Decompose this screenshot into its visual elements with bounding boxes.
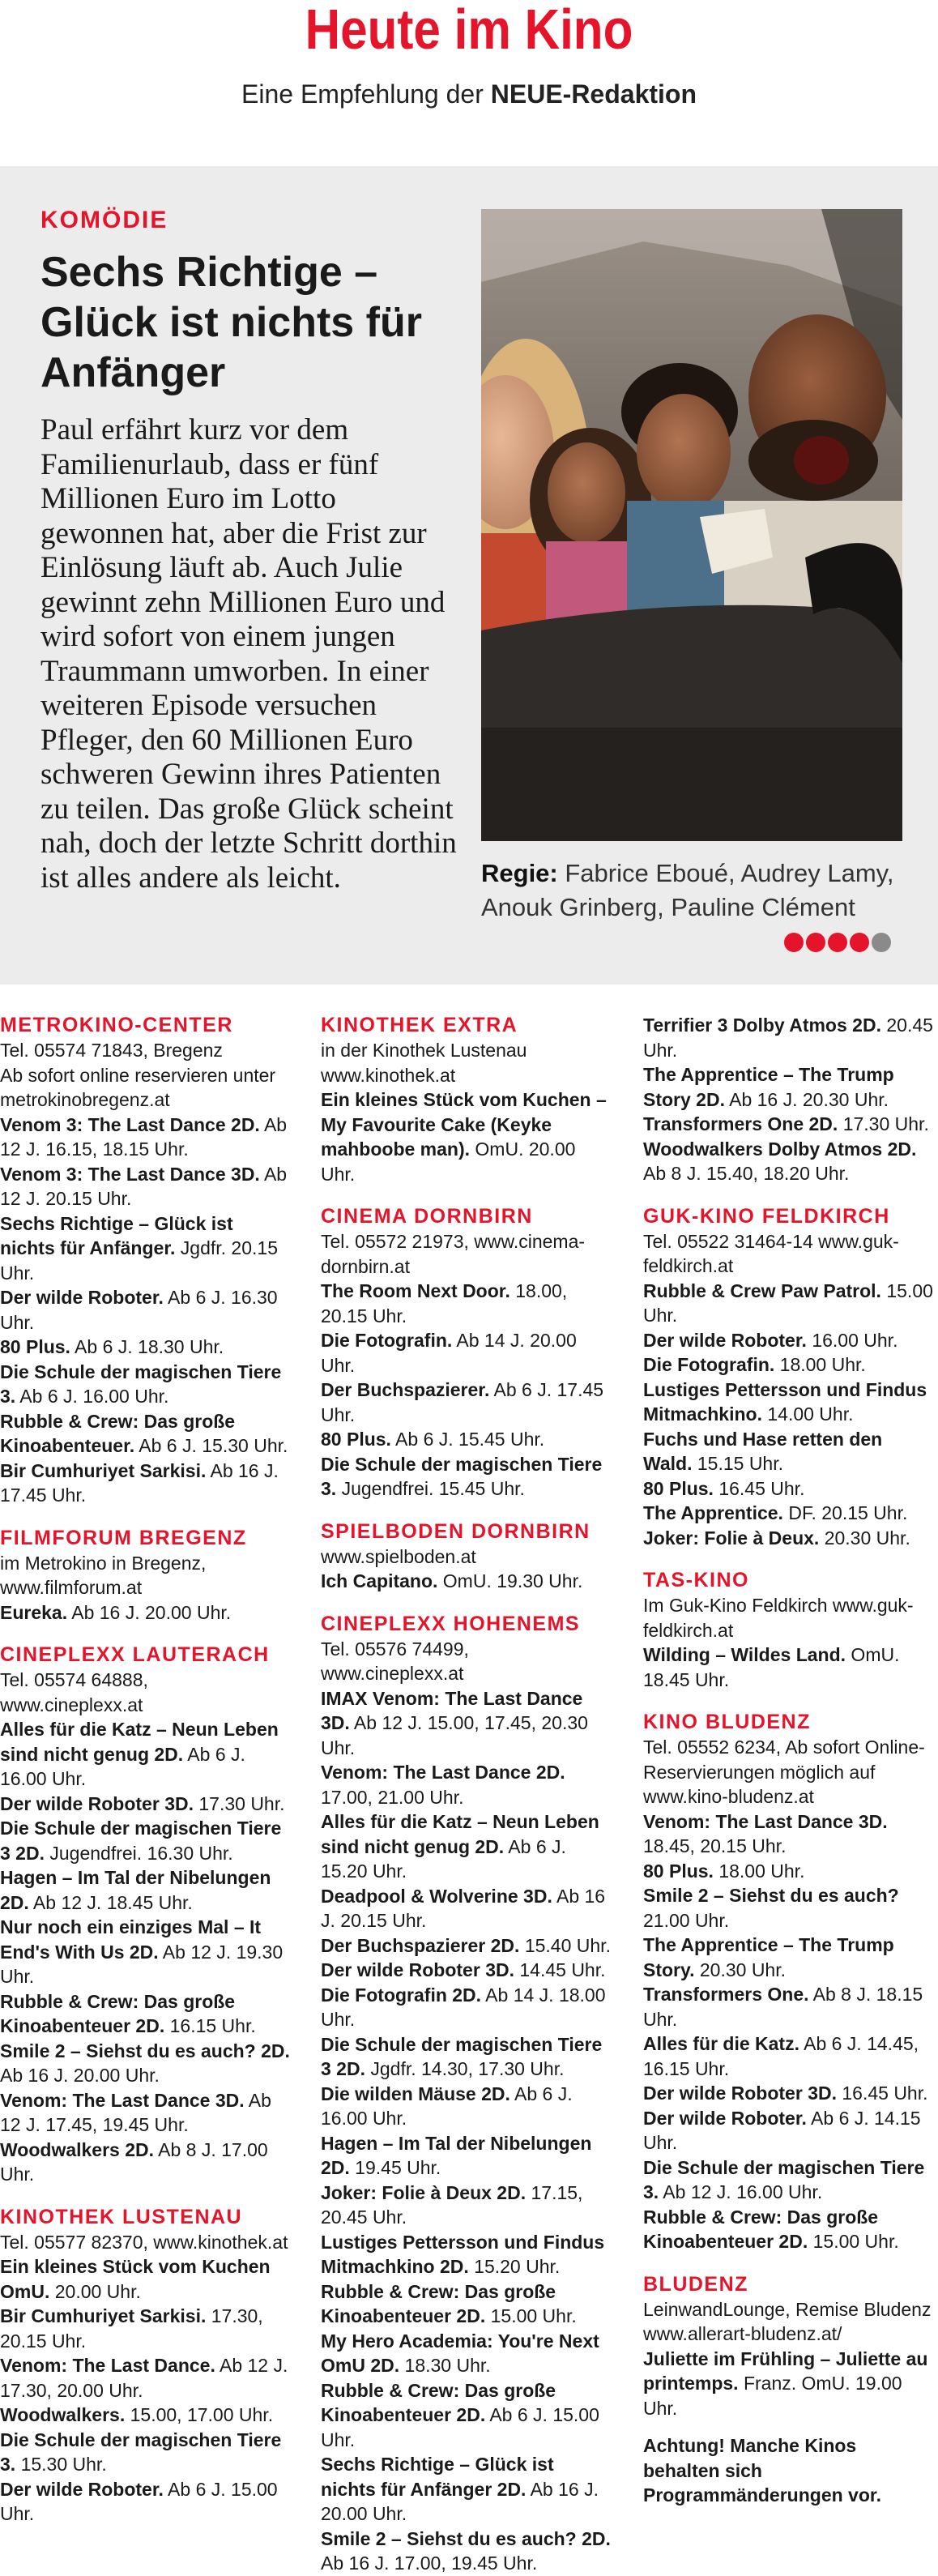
movie-still-photo [481,209,902,841]
listing-line [0,1360,292,1409]
listing-detail: www.spielboden.at [321,1545,476,1567]
listing-line [0,2353,292,2403]
film-title: IMAX Venom: The Last Dance 3D. [321,1687,583,1733]
listing-line [321,2527,612,2576]
film-title: Die Schule der magischen Tiere 3 2D. [321,2033,603,2079]
film-title: Rubble & Crew: Das große Kinoabenteuer 2D. [321,2280,556,2326]
listing-detail: Ab 12 J. 17.45, 19.45 Uhr. [0,2089,271,2135]
listing-line [0,1989,292,2039]
listing-column-1 [0,1013,292,2527]
listing-line [643,1526,935,1551]
cinema-name: METROKINO-CENTER [0,1014,233,1036]
listing-detail: 15.30 Uhr. [15,2454,107,2475]
listing-detail: Ab 16 J. 20.00 Uhr. [321,2478,599,2524]
cinema-name: TAS-KINO [643,1569,749,1591]
listing-line [0,1335,292,1360]
listing-detail: Ab 16 J. 20.00 Uhr. [0,2065,160,2086]
film-title: Der wilde Roboter. [643,1329,807,1351]
listing-line [643,1427,935,1476]
listing-line [321,1933,612,1959]
listing-line [321,1809,612,1884]
listing-detail: in der Kinothek Lustenau www.kinothek.at [321,1040,527,1086]
listing-detail: Ab 8 J. 17.00 Uhr. [0,2138,268,2185]
listing-line [321,1328,612,1378]
page-title: Heute im Kino [305,0,633,61]
listing-detail: 16.45 Uhr. [836,2083,928,2104]
listing-line [321,1279,612,1328]
listing-line [321,1087,612,1186]
film-title: 80 Plus. [321,1429,391,1450]
listing-detail: Ab 6 J. 16.00 Uhr. [321,2083,573,2129]
film-title: Rubble & Crew: Das große Kinoabenteuer 2D. [643,2206,879,2252]
listing-detail: Ab 12 J. 20.15 Uhr. [0,1163,288,1209]
rating-dot [850,933,869,952]
listing-line [643,2297,935,2347]
film-title: Venom 3: The Last Dance 3D. [0,1163,260,1185]
listing-line [0,1038,292,1063]
listing-detail: Ab 12 J. 19.30 Uhr. [0,1941,284,1987]
listing-detail: Ab 14 J. 20.00 Uhr. [321,1330,577,1376]
listing-line [643,2205,935,2254]
listing-line [643,1112,935,1137]
subtitle-prefix: Eine Empfehlung der [241,79,491,109]
listing-detail: Ab 16 J. 20.30 Uhr. [724,1088,889,1110]
film-title: Lustiges Pettersson und Findus Mitmachkino. [643,1378,927,1425]
listing-detail: 20.30 Uhr. [694,1959,787,1980]
film-title: Alles für die Katz – Neun Leben sind nicht genug 2D. [321,1811,599,1857]
listing-line [643,1378,935,1427]
listing-detail: im Metrokino in Bregenz, www.filmforum.at [0,1552,207,1598]
cinema-name: KINO BLUDENZ [643,1711,811,1733]
listing-detail: Jgdfr. 14.30, 17.30 Uhr. [365,2058,565,2079]
listing-line [643,1883,935,1933]
film-title: Venom: The Last Dance 3D. [643,1810,888,1832]
listing-line [321,2279,612,2329]
listing-line [0,1915,292,1989]
listing-line [643,1137,935,1186]
listing-line [643,2031,935,2081]
listing-detail: DF. 20.15 Uhr. [782,1502,908,1523]
listing-detail: 15.40 Uhr. [519,1934,611,1956]
listing-detail: Ab 6 J. 16.00 Uhr. [15,1386,169,1407]
cinema-name: BLUDENZ [643,2272,748,2296]
credit-text: Fabrice Eboué, Audrey Lamy, Anouk Grinberg, Pauline Clément [481,859,894,921]
listing-detail: 18.00 Uhr. [713,1860,805,1882]
listing-line [0,1285,292,1335]
film-title: Rubble & Crew Paw Patrol. [643,1279,881,1301]
film-title: Rubble & Crew: Das große Kinoabenteuer 2D. [321,2379,556,2425]
feature-credit [481,857,902,925]
listing-detail: 18.00, 20.15 Uhr. [321,1280,568,1326]
listing-line [0,2088,292,2138]
listing-line [321,1378,612,1427]
film-title: The Apprentice – The Trump Story. [643,1934,894,1980]
listing-detail: Tel. 05577 82370, www.kinothek.at [0,2231,288,2253]
film-title: Smile 2 – Siehst du es auch? [643,1885,899,1906]
listing-detail: Tel. 05574 71843, Bregenz [0,1040,223,1061]
listing-detail: Ab 12 J. 16.00 Uhr. [659,2181,823,2202]
film-title: Smile 2 – Siehst du es auch? 2D. [0,2040,290,2061]
film-title: 80 Plus. [643,1477,714,1499]
credit-label: Regie: [481,859,558,887]
film-title: Der wilde Roboter 3D. [0,1792,194,1814]
listing-detail: Jgdfr. 20.15 Uhr. [0,1237,278,1284]
film-title: 80 Plus. [643,1860,714,1882]
listing-line [643,2347,935,2421]
film-title: Sechs Richtige – Glück ist nichts für Anfänger. [0,1212,233,1258]
listing-line [643,1593,935,1643]
cinema-name: CINEMA DORNBIRN [321,1205,533,1228]
listing-line [0,1162,292,1211]
listing-detail: 17.15, 20.45 Uhr. [321,2181,583,2228]
film-title: Der wilde Roboter. [0,1287,164,1308]
listing-line [643,1859,935,1884]
listing-line [643,1809,935,1859]
listing-line [321,2329,612,2378]
listing-detail: 20.45 Uhr. [643,1015,933,1061]
listing-line [0,2403,292,2428]
listing-line [0,1113,292,1162]
listing-detail: Ab 12 J. 18.45 Uhr. [28,1891,193,1913]
listing-detail: Im Guk-Kino Feldkirch www.guk-feldkirch.at [643,1595,914,1641]
listing-detail: Ab 6 J. 15.00 Uhr. [0,2478,278,2524]
rating-dot [872,933,891,952]
film-title: The Apprentice. [643,1502,783,1523]
cinema-name: GUK-KINO FELDKIRCH [643,1204,890,1228]
film-title: Die Schule der magischen Tiere 3. [643,2156,925,2202]
cinema-name: CINEPLEXX HOHENEMS [321,1612,581,1635]
listing-line [643,2433,935,2508]
listing-line [0,1409,292,1459]
listing-detail: 17.30 Uhr. [193,1792,285,1814]
listing-line [321,2131,612,2181]
listing-detail: Ab 6 J. 15.20 Uhr. [321,1835,566,1882]
film-title: Nur noch ein einziges Mal – It End's With Us 2D. [0,1916,262,1963]
film-title: Venom: The Last Dance 3D. [0,2089,245,2111]
listing-detail: Ab 6 J. 18.30 Uhr. [70,1336,224,1357]
cinema-name: KINOTHEK EXTRA [321,1014,518,1036]
film-title: Deadpool & Wolverine 3D. [321,1885,552,1907]
listing-detail: Ab 8 J. 18.15 Uhr. [643,1984,923,2030]
listing-line [321,1983,612,2032]
listing-line [643,1982,935,2031]
film-title: Der Buchspazierer 2D. [321,1934,520,1956]
listing-detail: Ab 6 J. 15.30 Uhr. [134,1435,288,1456]
film-title: Transformers One 2D. [643,1113,838,1134]
listing-detail: 16.00 Uhr. [806,1329,898,1351]
listing-detail: Franz. OmU. 19.00 Uhr. [643,2373,902,2419]
listing-detail: 15.00 Uhr. [485,2305,577,2326]
cinema-name: FILMFORUM BREGENZ [0,1526,247,1549]
listing-detail: OmU. 19.30 Uhr. [437,1570,583,1591]
listing-detail: 19.45 Uhr. [349,2157,441,2178]
listing-detail: 20.00 Uhr. [49,2280,141,2302]
rating-dot [828,933,847,952]
film-title: Die Fotografin. [643,1354,775,1375]
listing-line [0,2304,292,2353]
listing-detail: Tel. 05522 31464-14 www.guk-feldkirch.at [643,1230,899,1276]
listing-detail: Ab 16 J. 20.00 Uhr. [67,1601,232,1623]
film-title: Die Schule der magischen Tiere 3. [0,2429,282,2475]
cinema-name: CINEPLEXX LAUTERACH [0,1643,270,1666]
film-title: Venom: The Last Dance. [0,2355,215,2376]
film-title: Ein kleines Stück vom Kuchen OmU. [0,2256,271,2302]
listing-detail: Tel. 05574 64888, www.cineplexx.at [0,1669,148,1715]
film-title: Alles für die Katz. [643,2033,799,2054]
cinema-name: KINOTHEK LUSTENAU [0,2205,243,2228]
listing-detail: Ab 16 J. 17.00, 19.45 Uhr. [321,2553,538,2574]
listing-detail: 15.00 Uhr. [643,1279,933,1326]
rating-dot [806,933,825,952]
listing-line [321,2230,612,2279]
listing-line [643,1279,935,1328]
listing-detail: Ab 6 J. 15.45 Uhr. [390,1429,545,1450]
listing-line [0,1717,292,1792]
film-title: Rubble & Crew: Das große Kinoabenteuer 2D. [0,1990,236,2036]
listing-line [0,2039,292,2088]
film-title: Smile 2 – Siehst du es auch? 2D. [321,2527,611,2549]
film-title: Joker: Folie à Deux 2D. [321,2181,527,2203]
listing-detail: 18.45, 20.15 Uhr. [643,1835,787,1856]
film-title: Eureka. [0,1601,68,1623]
listing-line [0,1063,292,1113]
feature-title: Sechs Richtige – Glück ist nichts für Anfänger [41,249,422,396]
listing-line [643,1352,935,1378]
film-title: Venom: The Last Dance 2D. [321,1762,565,1783]
page-subtitle [0,79,938,109]
listing-detail: 17.30 Uhr. [838,1113,929,1134]
film-title: Wilding – Wildes Land. [643,1644,846,1665]
listing-line [0,1792,292,1817]
listing-line [643,1501,935,1526]
film-title: Die Fotografin 2D. [321,1984,482,2006]
listing-line [0,2428,292,2477]
listing-detail: Ab 6 J. 17.45 Uhr. [321,1379,604,1425]
film-title: Der wilde Roboter. [643,2107,807,2129]
listing-detail: 20.30 Uhr. [819,1527,910,1549]
listing-detail: 15.15 Uhr. [692,1453,784,1474]
listing-detail: Ab 12 J. 15.00, 17.45, 20.30 Uhr. [321,1712,588,1758]
listing-column-2 [321,1013,612,2576]
film-title: The Room Next Door. [321,1280,510,1301]
listing-detail: Ab 6 J. 14.45, 16.15 Uhr. [643,2033,919,2079]
listing-line [643,2155,935,2205]
feature-genre: KOMÖDIE [41,207,168,233]
listing-detail: Ab 12 J. 16.15, 18.15 Uhr. [0,1113,288,1160]
listing-line [321,1760,612,1809]
listing-detail: Ab sofort online reservieren unter metrokinobregenz.at [0,1064,276,1110]
listing-detail: Ab 8 J. 15.40, 18.20 Uhr. [643,1163,850,1184]
listing-line [643,1933,935,1982]
listing-detail: OmU. 18.45 Uhr. [643,1644,900,1690]
listing-detail: Jugendfrei. 15.45 Uhr. [336,1478,525,1499]
film-title: Woodwalkers. [0,2404,126,2425]
film-title: Der Buchspazierer. [321,1379,490,1400]
film-title: Bir Cumhuriyet Sarkisi. [0,1459,207,1481]
listing-line [0,1816,292,1865]
listing-line [321,1686,612,1761]
listing-detail: 18.30 Uhr. [399,2355,491,2376]
listing-detail: Ab 6 J. 16.30 Uhr. [0,1287,278,1333]
listing-line [643,2106,935,2155]
listing-line [321,2181,612,2230]
listing-detail: Jugendfrei. 16.30 Uhr. [44,1842,233,1864]
listing-detail: Tel. 05576 74499, www.cineplexx.at [321,1638,469,1684]
film-title: Bir Cumhuriyet Sarkisi. [0,2305,207,2326]
listing-line [321,1544,612,1570]
feature-body: Paul erfährt kurz vor dem Familienurlaub, dass er fünf Millionen Euro im Lotto gewonnen hat, aber die Frist zur Einlösung läuft ab. Auch Julie gewinnt zehn Millionen Euro und wird sofort von einem jungen Traummann umworben. In einer weiteren Episode versuchen Pfleger, den 60 Millionen Euro schweren Gewinn ihres Patienten zu teilen. Das große Glück scheint nah, doch der letzte Schritt dorthin ist alles andere als leicht. [41,413,457,895]
listing-line [0,2477,292,2527]
listing-detail: 16.15 Uhr. [164,2015,256,2036]
cinema-name: SPIELBODEN DORNBIRN [321,1519,591,1543]
listing-line [643,1476,935,1502]
listing-detail: Ab 14 J. 18.00 Uhr. [321,1984,606,2030]
listing-detail: 16.45 Uhr. [713,1477,805,1499]
film-title: Der wilde Roboter 3D. [643,2083,837,2104]
listing-line [321,1427,612,1452]
listing-line [321,1569,612,1594]
listing-detail: LeinwandLounge, Remise Bludenz www.allerart-bludenz.at/ [643,2298,932,2344]
listing-detail: 15.20 Uhr. [468,2256,561,2277]
film-title: Sechs Richtige – Glück ist nichts für Anfänger 2D. [321,2454,554,2500]
listing-detail: Ab 6 J. 16.00 Uhr. [0,1743,245,1789]
listing-line [643,1013,935,1062]
listing-line [321,1038,612,1087]
listing-detail: 15.00, 17.00 Uhr. [125,2404,274,2425]
listing-line [643,2081,935,2106]
listing-detail: 21.00 Uhr. [643,1909,730,1931]
listing-column-3 [643,1013,935,2508]
film-title: Fuchs und Hase retten den Wald. [643,1428,883,1474]
film-title: Der wilde Roboter 3D. [321,1959,514,1980]
listing-line [0,1211,292,1286]
listing-line [643,1328,935,1353]
listing-detail: Tel. 05552 6234, Ab sofort Online-Reservierungen möglich auf www.kino-bludenz.at [643,1737,925,1807]
listing-line [0,1600,292,1625]
listing-line [321,2452,612,2527]
film-title: Woodwalkers Dolby Atmos 2D. [643,1138,917,1160]
listing-line [643,1062,935,1112]
listing-line [0,1459,292,1508]
movie-still-illustration [481,209,902,841]
film-title: Hagen – Im Tal der Nibelungen 2D. [0,1867,271,1913]
listing-detail: 14.00 Uhr. [761,1403,854,1425]
feature-box [0,166,938,985]
listing-detail: Ab 16 J. 20.15 Uhr. [321,1885,606,1931]
film-title: The Apprentice – The Trump Story 2D. [643,1064,894,1110]
listing-line [321,1637,612,1686]
film-title: Lustiges Pettersson und Findus Mitmachkino 2D. [321,2231,605,2277]
rating-dot [784,933,804,952]
film-title: My Hero Academia: You're Next OmU 2D. [321,2330,599,2376]
film-title: Venom 3: The Last Dance 2D. [0,1113,260,1135]
film-title: Achtung! Manche Kinos behalten sich Programmänderungen vor. [643,2435,881,2506]
film-title: Die Schule der magischen Tiere 3. [0,1361,282,1407]
subtitle-bold: NEUE-Redaktion [490,79,697,109]
film-title: Transformers One. [643,1984,809,2005]
film-title: 80 Plus. [0,1336,70,1357]
film-title: Woodwalkers 2D. [0,2138,155,2160]
listing-line [0,2254,292,2304]
film-title: Ein kleines Stück vom Kuchen – My Favourite Cake (Keyke mahboobe man). [321,1089,607,1160]
listing-line [321,2378,612,2453]
listing-detail: OmU. 20.00 Uhr. [321,1138,576,1185]
listing-detail: 14.45 Uhr. [514,1959,606,1980]
listing-line [0,2138,292,2187]
listing-detail: 18.00 Uhr. [774,1354,866,1375]
film-title: Hagen – Im Tal der Nibelungen 2D. [321,2132,592,2178]
rating-dots [784,933,891,952]
film-title: Juliette im Frühling – Juliette au printemps. [643,2347,928,2394]
film-title: Die Fotografin. [321,1330,453,1351]
film-title: Terrifier 3 Dolby Atmos 2D. [643,1015,881,1036]
listing-detail: 17.30, 20.15 Uhr. [0,2305,263,2352]
listing-line [321,1452,612,1502]
listing-detail: Ab 12 J. 17.30, 20.00 Uhr. [0,2355,288,2401]
film-title: Die Schule der magischen Tiere 3. [321,1453,603,1499]
listing-line [643,1643,935,1692]
listing-detail: 17.00, 21.00 Uhr. [321,1786,464,1808]
film-title: Ich Capitano. [321,1570,438,1591]
listing-line [0,1668,292,1717]
listing-line [321,1884,612,1933]
listing-line [0,2230,292,2255]
film-title: Der wilde Roboter. [0,2478,164,2500]
page-header [0,0,938,166]
listing-line [321,1958,612,1983]
film-title: Die wilden Mäuse 2D. [321,2083,510,2104]
listing-line [321,2082,612,2131]
listing-detail: Ab 6 J. 15.00 Uhr. [321,2404,599,2450]
listing-line [0,1551,292,1600]
listing-line [643,2420,935,2433]
listing-detail: Tel. 05572 21973, www.cinema-dornbirn.at [321,1231,586,1277]
listing-line [643,1735,935,1809]
film-title: Die Schule der magischen Tiere 3 2D. [0,1818,282,1864]
listing-line [643,1229,935,1279]
film-title: Joker: Folie à Deux. [643,1527,820,1549]
listing-detail: Ab 6 J. 14.15 Uhr. [643,2107,921,2153]
listing-line [321,1229,612,1279]
listing-line [321,2032,612,2082]
listing-line [0,1865,292,1915]
listing-detail: Ab 16 J. 17.45 Uhr. [0,1459,279,1506]
film-title: Rubble & Crew: Das große Kinoabenteuer. [0,1410,236,1456]
listing-detail: 15.00 Uhr. [808,2231,899,2252]
film-title: Alles für die Katz – Neun Leben sind nicht genug 2D. [0,1719,279,1765]
